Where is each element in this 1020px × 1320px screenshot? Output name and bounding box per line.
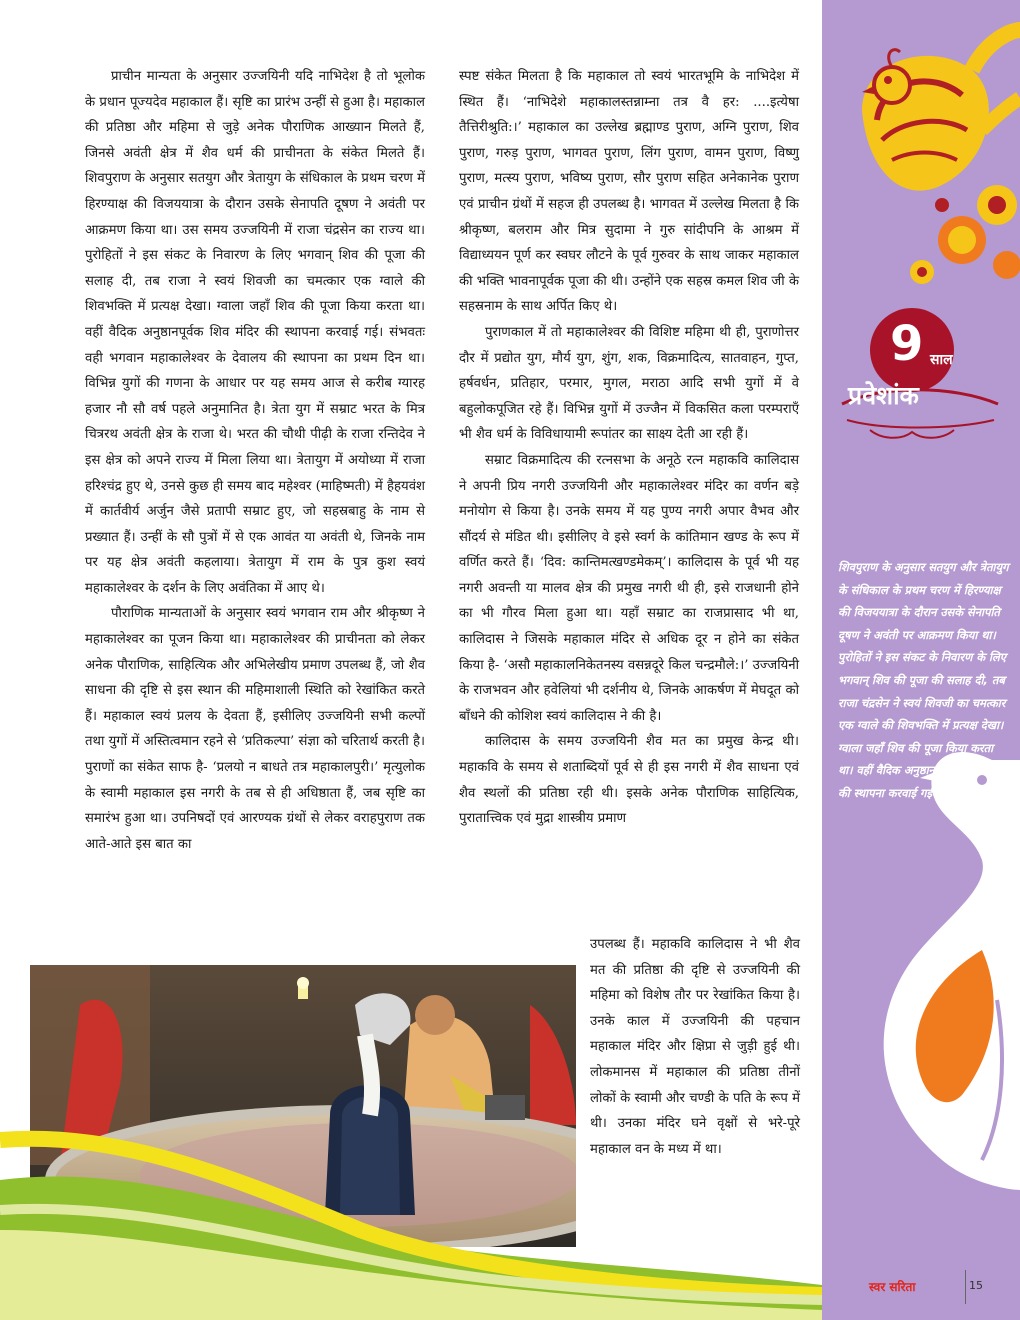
magazine-name: स्वर सरिता (869, 1280, 916, 1294)
top-peacock-icon (862, 30, 1020, 191)
article-column-left (85, 64, 425, 857)
badge-saal: साल (930, 352, 953, 368)
white-peacock-icon (884, 752, 1020, 1190)
page-number: 15 (969, 1279, 983, 1292)
paragraph: पौराणिक मान्यताओं के अनुसार स्वयं भगवान राम और श्रीकृष्ण ने महाकालेश्वर का पूजन किया था। महाकालेश्वर की प्राचीनता को लेकर अनेक पौराणिक, साहित्यिक और अभिलेखीय प्रमाण उपलब्ध हैं, जो शैव साधना की दृष्टि से इस स्थान की महिमाशाली स्थिति को रेखांकित करते हैं। महाकाल स्वयं प्रलय के देवता हैं, इसीलिए उज्जयिनी सभी कल्पों तथा युगों में अस्तित्वमान रहने से ‘प्रतिकल्पा’ संज्ञा को चरितार्थ करती है। पुराणों का संकेत साफ है- ‘प्रलयो न बाधते तत्र महाकालपुरी।’ मृत्युलोक के स्वामी महाकाल इस नगरी के तब से ही अधिष्ठाता हैं, जब सृष्टि का समारंभ हुआ था। उपनिषदों एवं आरण्यक ग्रंथों से लेकर वराहपुराण तक आते-आते इस बात का (85, 606, 425, 852)
anniversary-badge (838, 306, 1014, 436)
paragraph: पुराणकाल में तो महाकालेश्वर की विशिष्ट महिमा थी ही, पुराणोत्तर दौर में प्रद्योत युग, मौर्य युग, शुंग, शक, विक्रमादित्य, सातवाहन, गुप्त, हर्षवर्धन, प्रतिहार, परमार, मुगल, मराठा आदि सभी युगों में वे बहुलोकपूजित रहे हैं। विभिन्न युगों में उज्जैन में विकसित कला परम्पराएँ भी शैव धर्म के विविधायामी रूपांतर का साक्ष्य देती आ रही हैं। (459, 324, 799, 443)
footer-divider (965, 1270, 966, 1304)
paragraph: उपलब्ध हैं। महाकवि कालिदास ने भी शैव मत की प्रतिष्ठा की दृष्टि से उज्जयिनी की महिमा को विशेष तौर पर रेखांकित किया है। उनके काल में उज्जयिनी की पहचान महाकाल मंदिर और क्षिप्रा से जुड़ी हुई थी। लोकमानस में महाकाल की प्रतिष्ठा तीनों लोकों के स्वामी और चण्डी के पति के रूप में थी। उनका मंदिर घने वृक्षों से भरे-पूरे महाकाल वन के मध्य में था। (590, 937, 800, 1157)
paragraph: प्राचीन मान्यता के अनुसार उज्जयिनी यदि नाभिदेश है तो भूलोक के प्रधान पूज्यदेव महाकाल हैं। सृष्टि का प्रारंभ उन्हीं से हुआ है। महाकाल की प्रतिष्ठा और महिमा से जुड़े अनेक पौराणिक आख्यान मिलते हैं, जिनसे अवंती क्षेत्र में शैव धर्म की प्राचीनता के संकेत मिलते हैं। शिवपुराण के अनुसार सतयुग और त्रेतायुग के संधिकाल के प्रथम चरण में हिरण्याक्ष की विजययात्रा के दौरान उसके सेनापति दूषण ने अवंती पर आक्रमण किया था। उस समय उज्जयिनी में राजा चंद्रसेन का राज्य था। पुरोहितों ने इस संकट के निवारण के लिए भगवान् शिव की पूजा की सलाह दी, तब राजा ने स्वयं शिवजी का चमत्कार एक ग्वाले की शिवभक्ति में प्रत्यक्ष देखा। ग्वाला जहाँ शिव की पूजा किया करता था। वहीं वैदिक अनुष्ठानपूर्वक शिव मंदिर की स्थापना करवाई गई। संभवतः वही भगवान महाकालेश्वर के देवालय की स्थापना का प्रथम दिन था। विभिन्न युगों की गणना के आधार पर यह समय आज से करीब ग्यारह हजार नौ सौ वर्ष पहले अनुमानित है। त्रेता युग में सम्राट भरत के मित्र चित्ररथ अवंती क्षेत्र के राजा थे। भरत की चौथी पीढ़ी के राजा रन्तिदेव ने इस क्षेत्र को अपने राज्य में मिला लिया था। त्रेतायुग में अयोध्या में राजा हरिश्चंद्र हुए थे, उनसे कुछ ही समय बाद महेश्वर (माहिष्मती) में हैहयवंश में कार्तवीर्य अर्जुन जैसे प्रतापी सम्राट हुए, जो सहस्रबाहु के नाम से प्रख्यात हैं। उन्हीं के सौ पुत्रों में से एक आवंत या अवंती थे, जिनके नाम पर यह क्षेत्र अवंती कहलाया। त्रेतायुग में राम के पुत्र कुश स्वयं महाकालेश्वर के दर्शन के लिए अवंतिका में आए थे। (85, 69, 425, 596)
sidebar-pull-quote: शिवपुराण के अनुसार सतयुग और त्रेतायुग के संधिकाल के प्रथम चरण में हिरण्याक्ष की विजययात्रा के दौरान उसके सेनापति दूषण ने अवंती पर आक्रमण किया था। पुरोहितों ने इस संकट के निवारण के लिए भगवान् शिव की पूजा की सलाह दी, तब राजा चंद्रसेन ने स्वयं शिवजी का चमत्कार एक ग्वाले की शिवभक्ति में प्रत्यक्ष देखा। ग्वाला जहाँ शिव की पूजा किया करता था। वहीं वैदिक अनुष्ठानपूर्वक शिव मंदिर की स्थापना करवाई गई। (838, 560, 1009, 800)
bottom-wave-decoration (0, 1120, 822, 1320)
flower-cluster-icon (910, 185, 1020, 284)
paragraph: सम्राट विक्रमादित्य की रत्नसभा के अनूठे रत्न महाकवि कालिदास ने अपनी प्रिय नगरी उज्जयिनी और महाकालेश्वर मंदिर का वर्णन बड़े मनोयोग से किया है। उनके समय में यह पुण्य नगरी अपार वैभव और सौंदर्य से मंडित थी। इसीलिए वे इसे स्वर्ग के कांतिमान खण्ड के रूप में वर्णित करते हैं। ‘दिव: कान्तिमत्खण्डमेकम्’। कालिदास के पूर्व भी यह नगरी अवन्ती या मालव क्षेत्र की प्रमुख नगरी थी ही, इसे राजधानी होने का भी गौरव मिला हुआ था। यहाँ सम्राट का राजप्रासाद भी था, कालिदास ने जिसके महाकाल मंदिर से अधिक दूर न होने का संकेत किया है- ‘असौ महाकालनिकेतनस्य वसन्नदूरे किल चन्द्रमौले:।’ उज्जयिनी के राजभवन और हवेलियां भी दर्शनीय थे, जिनके आकर्षण में मेघदूत को बाँधने की कोशिश स्वयं कालिदास ने की है। (459, 452, 799, 724)
paragraph: कालिदास के समय उज्जयिनी शैव मत का प्रमुख केन्द्र थी। महाकवि के समय से शताब्दियों पूर्व से ही इस नगरी में शैव साधना एवं शैव स्थलों की प्रतिष्ठा रही थी। इसके अनेक पौराणिक साहित्यिक, पुरातात्त्विक एवं मुद्रा शास्त्रीय प्रमाण (459, 734, 799, 827)
paragraph: स्पष्ट संकेत मिलता है कि महाकाल तो स्वयं भारतभूमि के नाभिदेश में स्थित हैं। ‘नाभिदेशे महाकालस्तन्नाम्ना तत्र वै हर: ....इत्येषा तैत्तिरीश्रुति:।’ महाकाल का उल्लेख ब्रह्माण्ड पुराण, अग्नि पुराण, शिव पुराण, गरुड़ पुराण, भागवत पुराण, लिंग पुराण, वामन पुराण, विष्णु पुराण, मत्स्य पुराण, भविष्य पुराण, सौर पुराण सहित अनेकानेक पुराण एवं प्राचीन ग्रंथों में सहज ही उपलब्ध है। भागवत में उल्लेख मिलता है कि श्रीकृष्ण, बलराम और मित्र सुदामा ने गुरु सांदीपनि के आश्रम में विद्याध्ययन पूर्ण कर स्वघर लौटने के पूर्व गुरुवर के साथ जाकर महाकाल की भक्ति भावनापूर्वक पूजा की थी। उन्होंने एक सहस्र कमल शिव जी के सहस्रनाम के साथ अर्पित किए थे। (459, 69, 799, 315)
badge-pravesh: प्रवेशांक (848, 381, 919, 410)
article-column-middle (459, 64, 799, 832)
badge-number: 9 (890, 316, 924, 372)
